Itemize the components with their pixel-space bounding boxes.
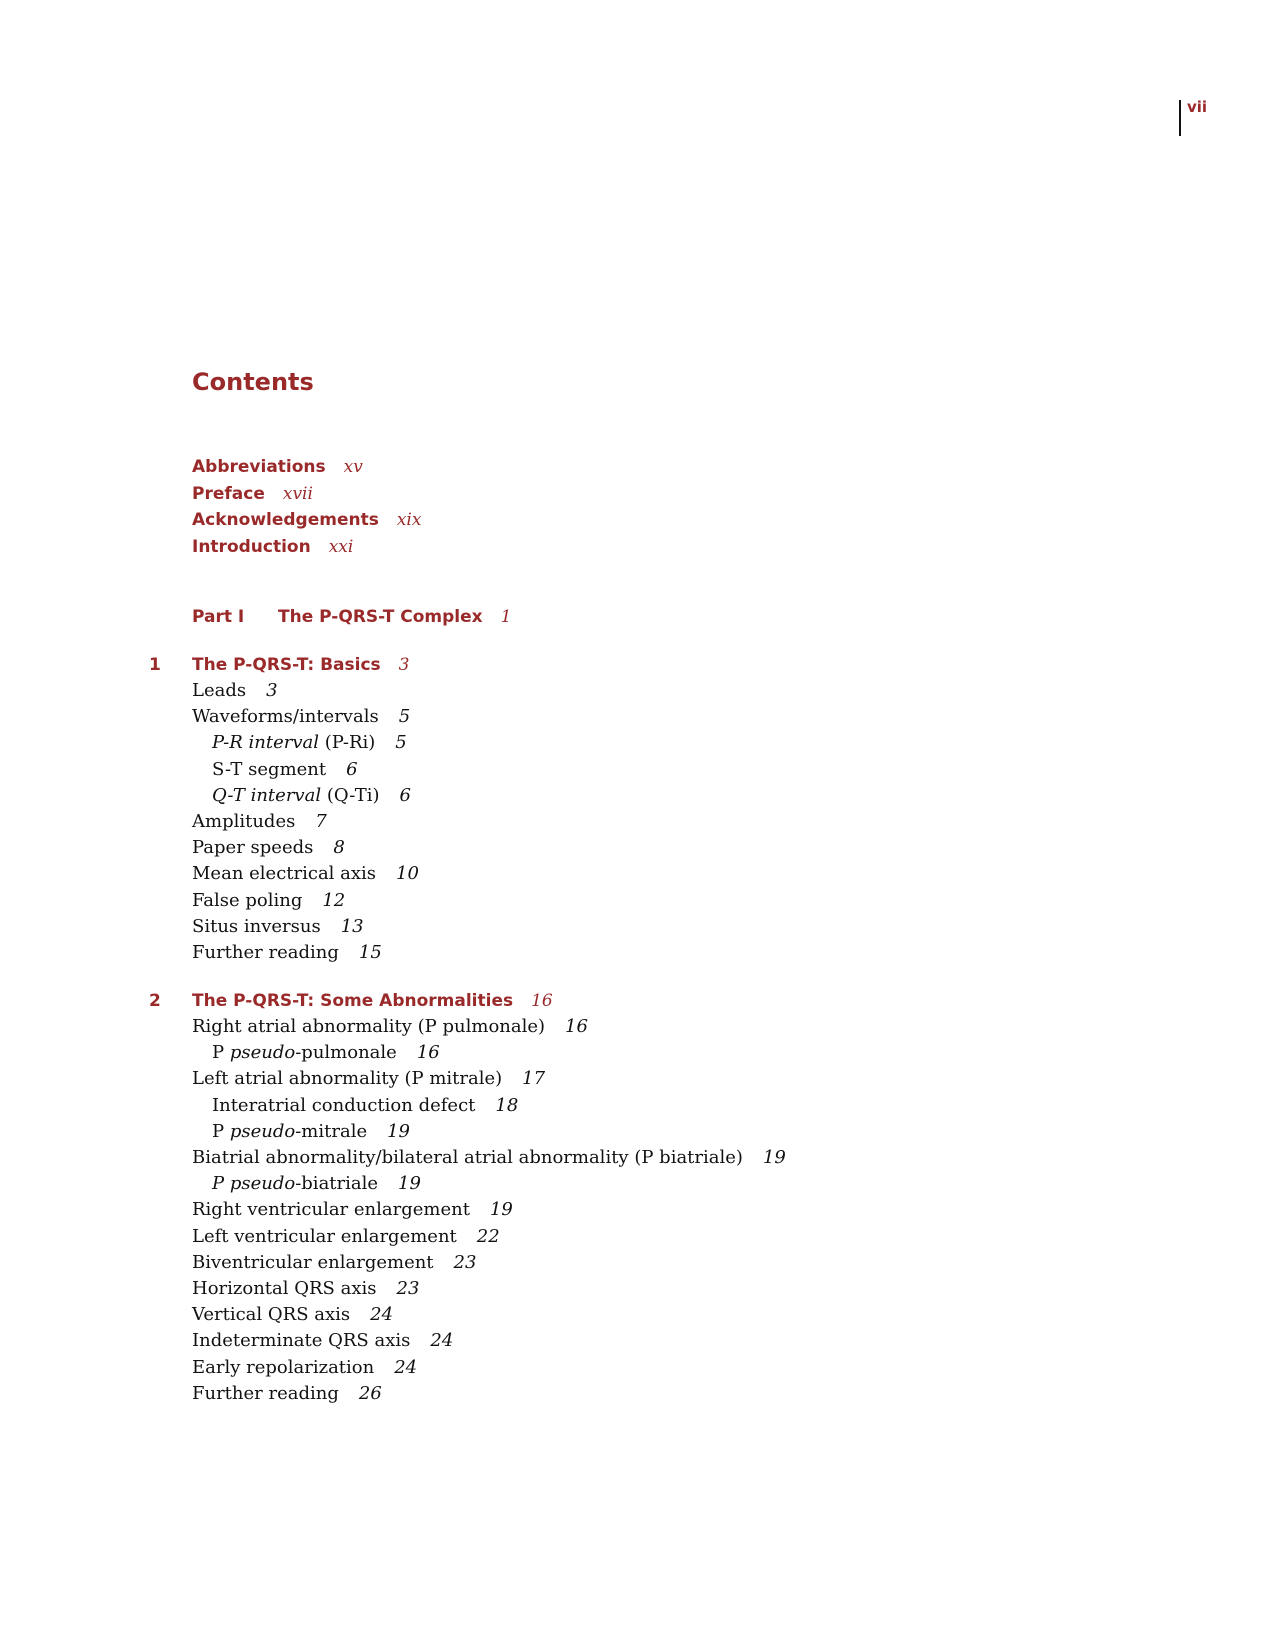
entry-text-italic: P pseudo [212,1173,296,1195]
entry-text-italic: P-R interval [212,732,319,754]
entry-page: 6 [399,784,411,806]
chapter-page: 3 [398,655,410,675]
entry-text-italic: pseudo [229,1042,296,1064]
toc-entry[interactable] [192,704,1092,730]
part-title: The P-QRS-T Complex [278,607,483,627]
toc-entry-introduction[interactable] [192,534,1092,561]
entry-page: 16 [416,1042,440,1064]
toc-subentry[interactable] [192,1119,1092,1145]
entry-page: 18 [495,1094,519,1116]
entry-page: 6 [346,758,358,780]
entry-page: xvii [282,483,313,504]
chapter-entries [192,678,1092,966]
toc-subentry[interactable] [192,757,1092,783]
entry-page: 16 [565,1016,588,1038]
entry-text-italic: pseudo [229,1120,296,1142]
entry-text: (P-Ri) [318,732,376,754]
entry-text: False poling [192,889,303,911]
entry-label: Acknowledgements [192,510,379,530]
entry-text: Situs inversus [192,915,321,937]
toc-entry[interactable] [192,1250,1092,1276]
toc-subentry[interactable] [192,1040,1092,1066]
entry-text-prefix: P [212,1042,230,1064]
entry-label: Introduction [192,536,311,557]
toc-entry[interactable] [192,835,1092,861]
entry-page: 23 [453,1251,477,1273]
entry-page: 5 [395,732,407,754]
entry-label: Preface [192,483,265,504]
toc-subentry[interactable] [192,1093,1092,1119]
entry-page: xxi [328,536,354,557]
toc-subentry[interactable] [192,730,1092,756]
entry-page: xix [396,510,422,530]
entry-page: 19 [489,1199,513,1221]
entry-text-italic: Q-T interval [212,784,322,806]
entry-text: Early repolarization [192,1356,375,1378]
toc-entry-abbreviations[interactable] [192,454,1092,481]
entry-page: 24 [394,1356,418,1378]
toc-entry[interactable] [192,678,1092,704]
part-label: Part I [192,607,245,627]
toc-entry[interactable] [192,1066,1092,1092]
toc-entry[interactable] [192,1328,1092,1354]
toc-subentry[interactable] [192,783,1092,809]
entry-label: Abbreviations [192,457,326,477]
toc-entry[interactable] [192,914,1092,940]
chapter-number: 1 [149,655,161,675]
entry-text: Indeterminate QRS axis [192,1330,411,1352]
entry-text: Further reading [192,1382,339,1404]
toc-chapter-heading[interactable] [149,988,1092,1014]
front-matter-list [192,454,1092,560]
entry-text: Right ventricular enlargement [192,1199,470,1221]
entry-text: -biatriale [295,1173,379,1195]
toc-entry[interactable] [192,888,1092,914]
entry-page: 24 [430,1330,454,1352]
entry-page: 5 [398,706,411,728]
toc-part-heading[interactable] [192,602,1092,632]
chapter-number: 2 [149,991,161,1012]
table-of-contents [149,368,1092,1407]
entry-text: Left ventricular enlargement [192,1225,457,1247]
entry-text: Horizontal QRS axis [192,1277,377,1299]
entry-page: 24 [370,1304,394,1326]
entry-page: xv [343,457,363,477]
toc-entry[interactable] [192,1302,1092,1328]
entry-page: 22 [476,1225,500,1247]
toc-entry-acknowledgements[interactable] [192,507,1092,534]
entry-page: 19 [762,1147,786,1168]
entry-page: 8 [333,837,345,859]
toc-entry[interactable] [192,1014,1092,1040]
toc-entry[interactable] [192,809,1092,835]
page-folio: vii [1179,100,1207,136]
entry-page: 17 [522,1068,546,1090]
entry-text: Paper speeds [192,837,314,859]
toc-entry[interactable] [192,1355,1092,1381]
entry-text: -mitrale [295,1120,368,1142]
entry-text: Waveforms/intervals [192,706,379,728]
toc-entry[interactable] [192,1381,1092,1407]
toc-entry[interactable] [192,1145,1092,1171]
toc-entry[interactable] [192,1224,1092,1250]
chapter-title: The P-QRS-T: Basics [192,655,381,675]
entry-page: 12 [322,889,346,911]
toc-entry-preface[interactable] [192,481,1092,508]
entry-text: Mean electrical axis [192,863,377,885]
toc-subentry[interactable] [192,1171,1092,1197]
entry-text: Vertical QRS axis [192,1304,351,1326]
entry-page: 10 [396,863,419,885]
toc-entry[interactable] [192,1276,1092,1302]
entry-page: 23 [396,1277,420,1299]
entry-text: Interatrial conduction defect [212,1094,476,1116]
entry-page: 7 [315,810,327,832]
entry-page: 3 [266,680,278,701]
entry-page: 13 [340,915,364,937]
entry-text: Amplitudes [192,810,296,832]
entry-text: -pulmonale [295,1042,397,1064]
toc-entry[interactable] [192,861,1092,887]
entry-text: Biventricular enlargement [192,1251,434,1273]
entry-text: (Q-Ti) [321,784,380,806]
entry-text: S-T segment [212,758,327,780]
entry-text-prefix: P [212,1120,230,1142]
toc-entry[interactable] [192,1197,1092,1223]
entry-page: 15 [358,941,382,963]
entry-text: Biatrial abnormality/bilateral atrial abnormality (P biatriale) [192,1147,743,1168]
part-page: 1 [500,607,512,627]
chapter-page: 16 [531,991,553,1012]
entry-page: 19 [387,1120,411,1142]
toc-chapter-heading[interactable] [149,652,1092,678]
page-title: Contents [192,368,314,396]
entry-page: 19 [398,1173,421,1195]
entry-text: Further reading [192,941,339,963]
chapter-title: The P-QRS-T: Some Abnormalities [192,991,514,1012]
entry-text: Leads [192,680,247,701]
entry-page: 26 [358,1382,382,1404]
entry-text: Right atrial abnormality (P pulmonale) [192,1016,546,1038]
chapter-entries [192,1014,1092,1407]
entry-text: Left atrial abnormality (P mitrale) [192,1068,503,1090]
toc-entry[interactable] [192,940,1092,966]
